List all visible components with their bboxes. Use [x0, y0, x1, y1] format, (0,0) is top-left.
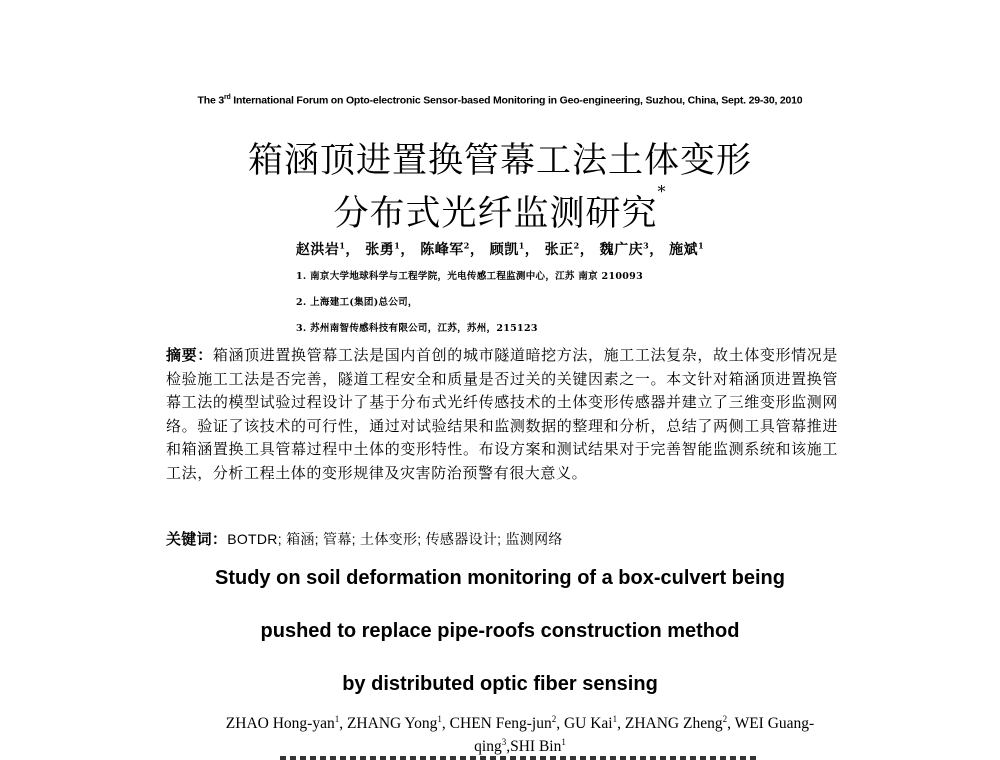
abstract — [166, 344, 838, 485]
affiliation-3: 3. 苏州南智传感科技有限公司，江苏，苏州，215123 — [296, 323, 538, 334]
affiliation-2: 2. 上海建工(集团)总公司， — [296, 297, 418, 308]
en-author: ZHANG Zheng$^2$ — [624, 714, 728, 733]
header-sup: rd — [223, 94, 231, 101]
cn-author: 张正$^2$ — [544, 240, 580, 258]
english-author-list: ZHAO Hong-yan$^1$, ZHANG Yong$^1$, CHEN Feng-jun$^2$, GU Kai$^1$, ZHANG Zheng$^2$, WEI Guang-qing$^3$,SHI Bin$^1$ — [225, 714, 815, 756]
keywords-text: BOTDR; 箱涵; 管幕; 土体变形; 传感器设计; 监测网络 — [227, 531, 563, 547]
cut-off-affiliation-line — [280, 756, 760, 760]
chinese-author-list: 赵洪岩$^1$， 张勇$^1$， 陈峰军$^2$， 顾凯$^1$， 张正$^2$， 魏广庆$^3$， 施斌$^1$ — [295, 240, 705, 258]
english-title-line-3: by distributed optic fiber sensing — [342, 673, 658, 695]
en-author: SHI Bin$^1$ — [510, 737, 566, 756]
cn-author: 张勇$^1$ — [365, 240, 401, 258]
header-rest: International Forum on Opto-electronic Sensor-based Monitoring in Geo-engineering, Suzhou, China, Sept. 29-30, 2010 — [230, 94, 803, 107]
affiliation-1: 1. 南京大学地球科学与工程学院，光电传感工程监测中心，江苏 南京 210093 — [296, 271, 644, 282]
chinese-title-line-1: 箱涵顶进置换管幕工法土体变形 — [247, 141, 752, 181]
en-author: WEI Guang-qing$^3$ — [474, 715, 815, 756]
cn-author: 魏广庆$^3$ — [599, 240, 650, 258]
title-footnote-mark: * — [657, 182, 667, 201]
cn-author: 赵洪岩$^1$ — [295, 240, 346, 258]
abstract-text: 箱涵顶进置换管幕工法是国内首创的城市隧道暗挖方法，施工工法复杂，故土体变形情况是检验施工工法是否完善，隧道工程安全和质量是否过关的关键因素之一。本文针对箱涵顶进置换管幕工法的模型试验过程设计了基于分布式光纤传感技术的土体变形传感器并建立了三维变形监测网络。验证了该技术的可行性，通过对试验结果和监测数据的整理和分析，总结了两侧工具管幕推进和箱涵置换工具管幕过程中土体的变形特性。布设方案和测试结果对于完善智能监测系统和该施工工法，分析工程土体的变形规律及灾害防治预警有很大意义。 — [166, 346, 838, 482]
cn-author: 顾凯$^1$ — [489, 240, 525, 258]
header-prefix: The 3 — [197, 94, 224, 107]
cn-author: 陈峰军$^2$ — [420, 240, 470, 258]
en-author: CHEN Feng-jun$^2$ — [449, 714, 557, 733]
abstract-label: 摘要： — [166, 346, 213, 364]
chinese-title-line-2 — [0, 182, 1000, 236]
english-title-line-1: Study on soil deformation monitoring of a box-culvert being — [214, 567, 785, 589]
keywords — [166, 528, 838, 549]
en-author: ZHANG Yong$^1$ — [346, 714, 442, 733]
en-author: GU Kai$^1$ — [563, 714, 618, 733]
keywords-label: 关键词： — [166, 530, 228, 548]
chinese-title-line-2-text: 分布式光纤监测研究 — [333, 194, 658, 234]
conference-header — [0, 94, 1000, 107]
en-author: ZHAO Hong-yan$^1$ — [225, 714, 340, 733]
cn-author: 施斌$^1$ — [669, 240, 705, 258]
english-title-line-2: pushed to replace pipe-roofs construction method — [260, 620, 740, 642]
